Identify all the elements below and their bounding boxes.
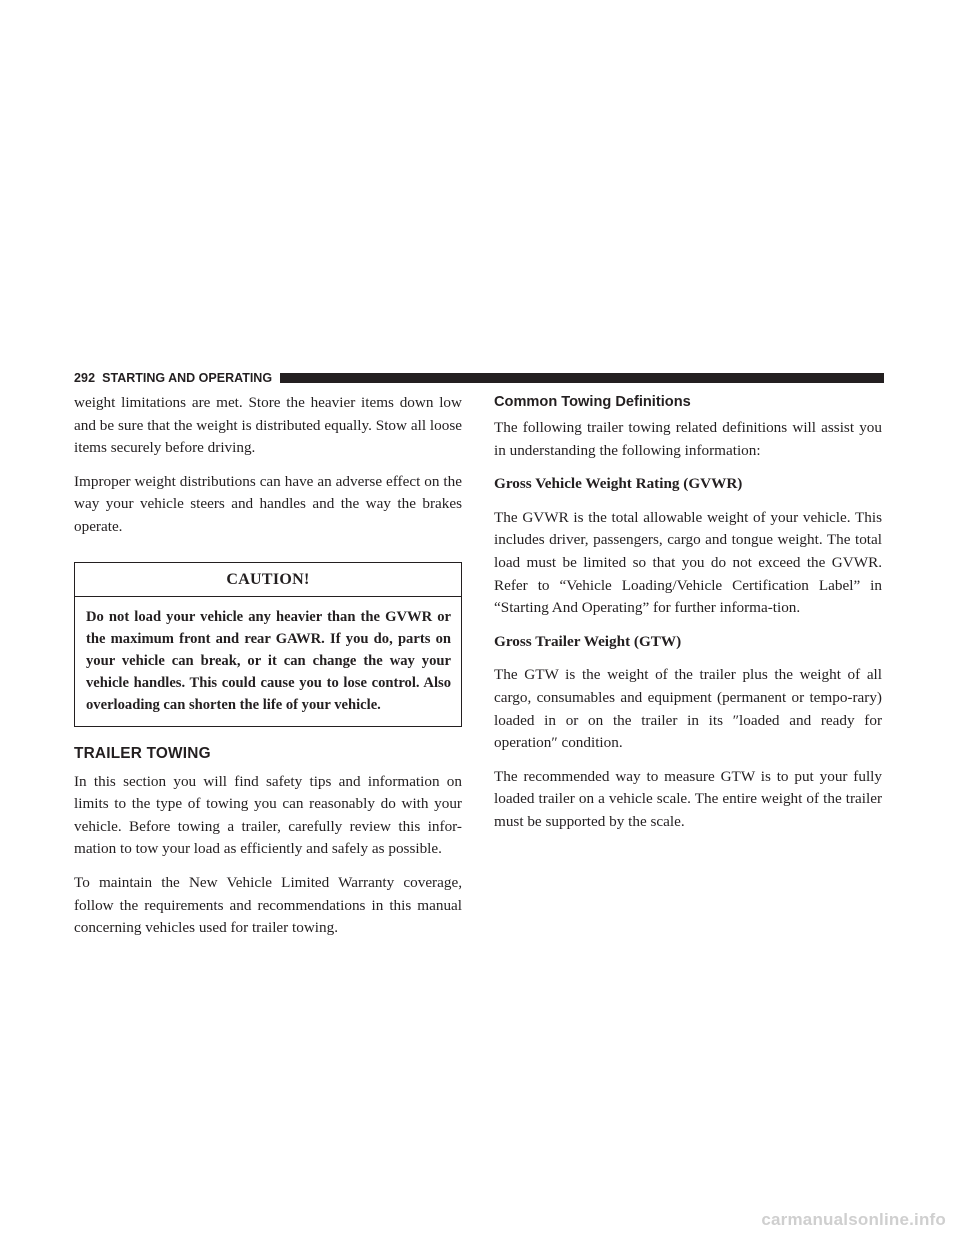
paragraph-gtw: The GTW is the weight of the trailer plus the weight of all cargo, consumables and equipment (permanent or tempo-rary) loaded in or on the trailer in its ″loaded and ready for operation″ condition. bbox=[494, 666, 882, 752]
paragraph-measure-gtw: The recommended way to measure GTW is to put your fully loaded trailer on a vehicle scale. The entire weight of the trailer must be supported by the scale. bbox=[494, 767, 882, 830]
right-column bbox=[494, 392, 882, 834]
heading-trailer-towing: TRAILER TOWING bbox=[74, 744, 211, 762]
caution-box bbox=[74, 562, 462, 727]
paragraph-improper-distribution: Improper weight distributions can have an adverse effect on the way your vehicle steers and handles and the way the brakes operate. bbox=[74, 472, 462, 535]
paragraph-gvwr: The GVWR is the total allowable weight of your vehicle. This includes driver, passengers, cargo and tongue weight. The total load must be limited so that you do not exceed the GVWR. Refer to “Vehicle Loading/Vehicle Certification Label” in “Starting And Operating” for further informa-tion. bbox=[494, 508, 882, 617]
paragraph-warranty: To maintain the New Vehicle Limited Warranty coverage, follow the requirements and recommendations in this manual concerning vehicles used for trailer towing. bbox=[74, 873, 462, 937]
paragraph-weight-limitations: weight limitations are met. Store the heavier items down low and be sure that the weight is distributed equally. Stow all loose items securely before driving. bbox=[74, 394, 462, 457]
paragraph-definitions-intro: The following trailer towing related definitions will assist you in understanding the following information: bbox=[494, 419, 882, 459]
caution-title: CAUTION! bbox=[75, 563, 461, 597]
paragraph-trailer-towing-intro: In this section you will find safety tips and information on limits to the type of towing you can reasonably do with your vehicle. Before towing a trailer, carefully review this infor-mation to tow your load as efficiently and safely as possible. bbox=[74, 772, 462, 858]
page-number: 292 bbox=[74, 371, 96, 385]
heading-common-towing-definitions: Common Towing Definitions bbox=[494, 394, 691, 410]
subheading-gvwr: Gross Vehicle Weight Rating (GVWR) bbox=[494, 475, 743, 493]
section-title: STARTING AND OPERATING bbox=[102, 371, 273, 385]
subheading-gtw: Gross Trailer Weight (GTW) bbox=[494, 632, 682, 650]
page-header bbox=[74, 371, 884, 385]
watermark-text: carmanualsonline.info bbox=[761, 1210, 946, 1229]
header-rule bbox=[280, 373, 884, 383]
left-column bbox=[74, 392, 462, 940]
caution-text: Do not load your vehicle any heavier than the GVWR or the maximum front and rear GAWR. If you do, parts on your vehicle can break, or it can change the way your vehicle handles. This could cause you to lose control. Also overloading can shorten the life of your vehicle. bbox=[86, 608, 451, 714]
